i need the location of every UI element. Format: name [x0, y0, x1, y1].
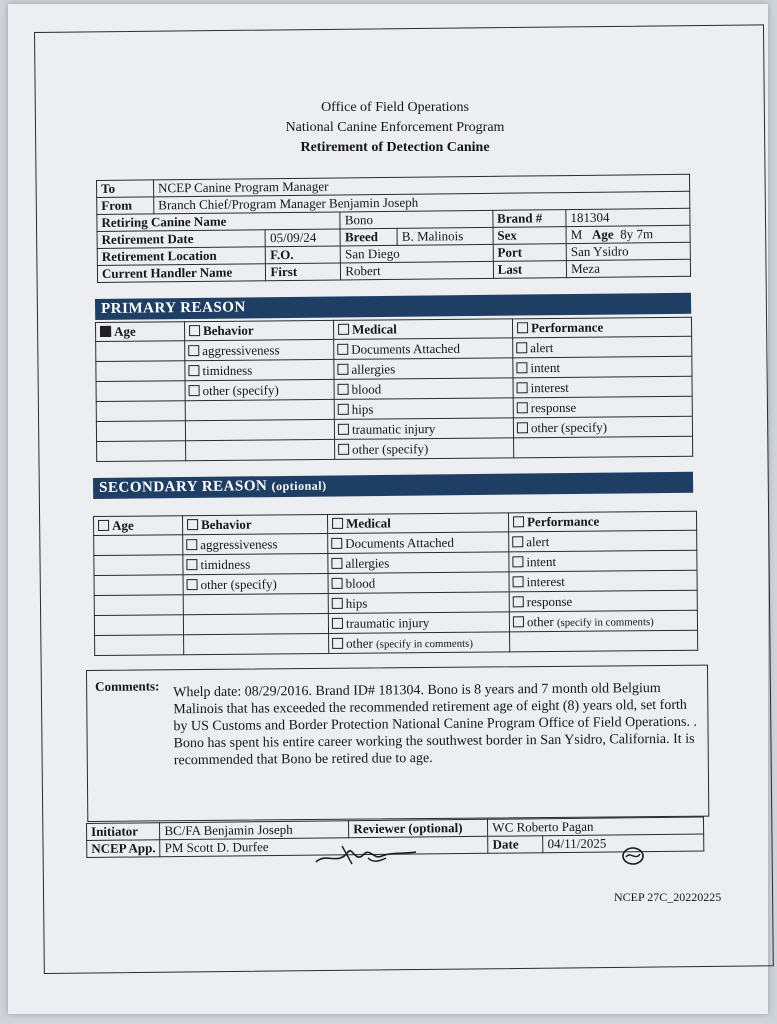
- primary-m4-label: hips: [351, 401, 374, 417]
- checkbox[interactable]: [186, 539, 197, 550]
- retirement-date-label: Retirement Date: [97, 230, 266, 249]
- ncep-approval-value: PM Scott D. Durfee: [160, 836, 488, 856]
- secondary-m1-label: Documents Attached: [345, 534, 454, 551]
- checkbox[interactable]: [186, 559, 197, 570]
- checkbox[interactable]: [332, 617, 343, 628]
- empty-cell: [97, 441, 186, 462]
- secondary-reason-title: SECONDARY REASON: [99, 478, 268, 496]
- primary-medical-cell[interactable]: [333, 319, 512, 340]
- primary-m1-label: Documents Attached: [351, 340, 460, 357]
- primary-p4-cell[interactable]: [513, 396, 692, 418]
- primary-p5-label: other (specify): [530, 419, 608, 435]
- secondary-m2-cell[interactable]: [328, 552, 509, 574]
- date-value: 04/11/2025: [543, 834, 704, 853]
- empty-cell: [184, 633, 329, 654]
- empty-cell: [186, 439, 335, 460]
- canine-name-label: Retiring Canine Name: [97, 212, 341, 232]
- primary-behavior-cell[interactable]: [185, 320, 334, 340]
- empty-cell: [96, 421, 185, 442]
- checkbox[interactable]: [513, 576, 524, 587]
- primary-m3-cell[interactable]: [334, 378, 513, 400]
- primary-p4-label: response: [530, 399, 577, 415]
- empty-cell: [185, 399, 334, 420]
- secondary-b2-cell[interactable]: [183, 553, 328, 574]
- secondary-age-checkbox[interactable]: [98, 520, 109, 531]
- secondary-medical-label: Medical: [346, 515, 391, 531]
- checkbox[interactable]: [513, 596, 524, 607]
- primary-age-label: Age: [114, 323, 136, 339]
- empty-cell: [95, 635, 184, 656]
- handler-label: Current Handler Name: [97, 264, 266, 283]
- secondary-age-cell[interactable]: [94, 516, 183, 536]
- age-label: Age: [591, 226, 614, 242]
- secondary-p4-label: response: [526, 593, 573, 609]
- secondary-b1-label: aggressiveness: [200, 535, 278, 552]
- checkbox[interactable]: [516, 362, 527, 373]
- date-label: Date: [488, 836, 543, 854]
- fo-label: F.O.: [266, 246, 341, 264]
- primary-b1-label: aggressiveness: [202, 341, 280, 358]
- checkbox[interactable]: [337, 363, 348, 374]
- secondary-b2-label: timidness: [200, 556, 251, 572]
- primary-p2-cell[interactable]: [513, 356, 692, 378]
- secondary-performance-cell[interactable]: [508, 511, 696, 532]
- checkbox[interactable]: [337, 343, 348, 354]
- secondary-m4-label: hips: [345, 595, 368, 611]
- primary-m4-cell[interactable]: [334, 398, 513, 420]
- primary-m6-label: other (specify): [352, 440, 429, 457]
- secondary-m5-cell[interactable]: [328, 612, 509, 634]
- empty-cell: [96, 361, 185, 382]
- empty-cell: [183, 593, 328, 614]
- retirement-date-value: 05/09/24: [265, 229, 340, 247]
- sex-age-cell: [566, 225, 690, 243]
- primary-medical-label: Medical: [352, 321, 397, 337]
- checkbox[interactable]: [338, 403, 349, 414]
- first-label: First: [266, 263, 341, 281]
- comments-label: Comments:: [95, 678, 160, 694]
- secondary-p2-label: intent: [526, 553, 557, 569]
- empty-cell: [94, 595, 183, 616]
- empty-cell: [94, 615, 183, 636]
- primary-m5-label: traumatic injury: [351, 420, 436, 437]
- secondary-m6-cell[interactable]: [329, 632, 510, 654]
- checkbox[interactable]: [187, 579, 198, 590]
- empty-cell: [96, 341, 185, 362]
- secondary-age-label: Age: [112, 517, 134, 533]
- empty-cell: [514, 436, 693, 458]
- empty-cell: [94, 575, 183, 596]
- primary-p1-label: alert: [530, 339, 554, 355]
- last-value: Meza: [566, 259, 690, 277]
- comments-text: Whelp date: 08/29/2016. Brand ID# 181304. Bono is 8 years and 7 month old Belgium Malinois that has exceeded the recommended retirement age of eight (8) years old, set forth by US Customs and Border Protection National Canine Program Office of Field Operations. . Bono has spent his entire career working the southwest border in San Ysidro, California. It is recommended that Bono be retired due to age.: [173, 680, 698, 769]
- to-value: NCEP Canine Program Manager: [154, 174, 690, 197]
- empty-cell: [94, 535, 183, 556]
- comments-box[interactable]: [86, 665, 709, 822]
- secondary-behavior-cell[interactable]: [183, 514, 328, 534]
- header-line-1: Office of Field Operations: [321, 100, 469, 115]
- ncep-approval-label: NCEP App.: [87, 840, 160, 858]
- secondary-p3-cell[interactable]: [509, 570, 697, 592]
- form-id: NCEP 27C_20220225: [614, 890, 722, 904]
- empty-cell: [96, 381, 185, 402]
- fo-value: San Diego: [341, 244, 494, 263]
- primary-b2-cell[interactable]: [185, 359, 334, 380]
- secondary-reason-grid: [93, 511, 698, 656]
- checkbox[interactable]: [517, 402, 528, 413]
- secondary-p4-cell[interactable]: [509, 590, 697, 612]
- secondary-b1-cell[interactable]: [183, 533, 328, 554]
- last-label: Last: [493, 261, 567, 279]
- primary-reason-grid: [95, 317, 693, 462]
- primary-p3-cell[interactable]: [513, 376, 692, 398]
- brand-label: Brand #: [493, 210, 567, 228]
- initiator-value: BC/FA Benjamin Joseph: [160, 821, 349, 840]
- primary-behavior-checkbox[interactable]: [189, 325, 200, 336]
- primary-b1-cell[interactable]: [185, 339, 334, 360]
- empty-cell: [185, 419, 334, 440]
- primary-m2-label: allergies: [351, 360, 396, 377]
- checkbox[interactable]: [332, 637, 343, 648]
- info-table: [96, 174, 691, 283]
- primary-age-checkbox[interactable]: [100, 326, 111, 337]
- sex-value: M: [570, 226, 583, 243]
- secondary-performance-checkbox[interactable]: [513, 516, 524, 527]
- checkbox[interactable]: [188, 365, 199, 376]
- retirement-location-label: Retirement Location: [97, 247, 266, 266]
- checkbox[interactable]: [188, 345, 199, 356]
- secondary-p3-label: interest: [526, 573, 565, 589]
- checkbox[interactable]: [513, 616, 524, 627]
- secondary-reason-note: (optional): [271, 478, 327, 494]
- reviewer-label: Reviewer (optional): [349, 819, 488, 837]
- initials-mark-icon: [620, 845, 646, 867]
- checkbox[interactable]: [332, 597, 343, 608]
- secondary-m3-cell[interactable]: [328, 572, 509, 594]
- checkbox[interactable]: [331, 557, 342, 568]
- empty-cell: [510, 630, 698, 652]
- primary-b3-cell[interactable]: [185, 379, 334, 400]
- secondary-m6-label: other: [346, 635, 373, 651]
- secondary-p1-cell[interactable]: [509, 530, 697, 552]
- initiator-label: Initiator: [87, 823, 160, 841]
- primary-p3-label: interest: [530, 379, 569, 395]
- form-title: Retirement of Detection Canine: [300, 140, 490, 155]
- checkbox[interactable]: [512, 536, 523, 547]
- primary-m6-cell[interactable]: [335, 438, 514, 460]
- brand-value: 181304: [566, 208, 690, 226]
- secondary-behavior-checkbox[interactable]: [187, 519, 198, 530]
- form-header: [220, 98, 570, 158]
- empty-cell: [183, 613, 328, 634]
- secondary-m4-cell[interactable]: [328, 592, 509, 614]
- primary-reason-title: PRIMARY REASON: [101, 299, 246, 317]
- secondary-p5-cell[interactable]: [509, 610, 697, 632]
- secondary-b3-label: other (specify): [200, 575, 277, 592]
- age-value: 8y 7m: [620, 226, 654, 242]
- primary-m5-cell[interactable]: [334, 418, 513, 440]
- secondary-m2-label: allergies: [345, 554, 390, 571]
- breed-value: B. Malinois: [397, 227, 493, 245]
- secondary-p1-label: alert: [526, 533, 550, 549]
- port-value: San Ysidro: [566, 242, 690, 260]
- secondary-p5-label: other: [526, 613, 554, 629]
- header-line-2: National Canine Enforcement Program: [285, 120, 505, 135]
- checkbox[interactable]: [338, 383, 349, 394]
- primary-behavior-label: Behavior: [203, 322, 254, 339]
- secondary-medical-checkbox[interactable]: [332, 518, 343, 529]
- secondary-b3-cell[interactable]: [183, 573, 328, 594]
- secondary-p5-note: (specify in comments): [556, 615, 654, 629]
- checkbox[interactable]: [517, 382, 528, 393]
- first-value: Robert: [341, 261, 494, 280]
- secondary-p2-cell[interactable]: [509, 550, 697, 572]
- primary-performance-label: Performance: [531, 319, 604, 336]
- sex-label: Sex: [493, 227, 567, 245]
- breed-label: Breed: [340, 228, 397, 246]
- secondary-m1-cell[interactable]: [328, 532, 509, 554]
- primary-b2-label: timidness: [202, 362, 253, 378]
- secondary-performance-label: Performance: [527, 513, 600, 530]
- primary-p1-cell[interactable]: [513, 336, 692, 358]
- checkbox[interactable]: [517, 422, 528, 433]
- primary-age-cell[interactable]: [96, 322, 185, 342]
- checkbox[interactable]: [189, 385, 200, 396]
- primary-performance-checkbox[interactable]: [517, 322, 528, 333]
- from-label: From: [97, 197, 154, 215]
- primary-m3-label: blood: [351, 381, 382, 397]
- primary-b3-label: other (specify): [202, 381, 279, 398]
- to-label: To: [97, 180, 154, 198]
- empty-cell: [94, 555, 183, 576]
- primary-p5-cell[interactable]: [513, 416, 692, 438]
- canine-name-value: Bono: [340, 210, 493, 229]
- primary-medical-checkbox[interactable]: [338, 324, 349, 335]
- primary-m2-cell[interactable]: [334, 358, 513, 380]
- empty-cell: [96, 401, 185, 422]
- secondary-m3-label: blood: [345, 575, 376, 591]
- checkbox[interactable]: [331, 537, 342, 548]
- secondary-behavior-label: Behavior: [201, 516, 252, 533]
- primary-p2-label: intent: [530, 359, 561, 375]
- port-label: Port: [493, 244, 567, 262]
- primary-m1-cell[interactable]: [334, 338, 513, 360]
- checkbox[interactable]: [516, 342, 527, 353]
- secondary-m6-note: (specify in comments): [376, 637, 473, 651]
- from-value: Branch Chief/Program Manager Benjamin Joseph: [154, 191, 690, 214]
- checkbox[interactable]: [332, 577, 343, 588]
- checkbox[interactable]: [512, 556, 523, 567]
- checkbox[interactable]: [338, 443, 349, 454]
- reviewer-value: WC Roberto Pagan: [488, 817, 704, 836]
- primary-performance-cell[interactable]: [512, 317, 691, 338]
- secondary-medical-cell[interactable]: [327, 513, 508, 534]
- checkbox[interactable]: [338, 423, 349, 434]
- secondary-m5-label: traumatic injury: [345, 614, 430, 631]
- signature-scribble-icon: [312, 838, 422, 870]
